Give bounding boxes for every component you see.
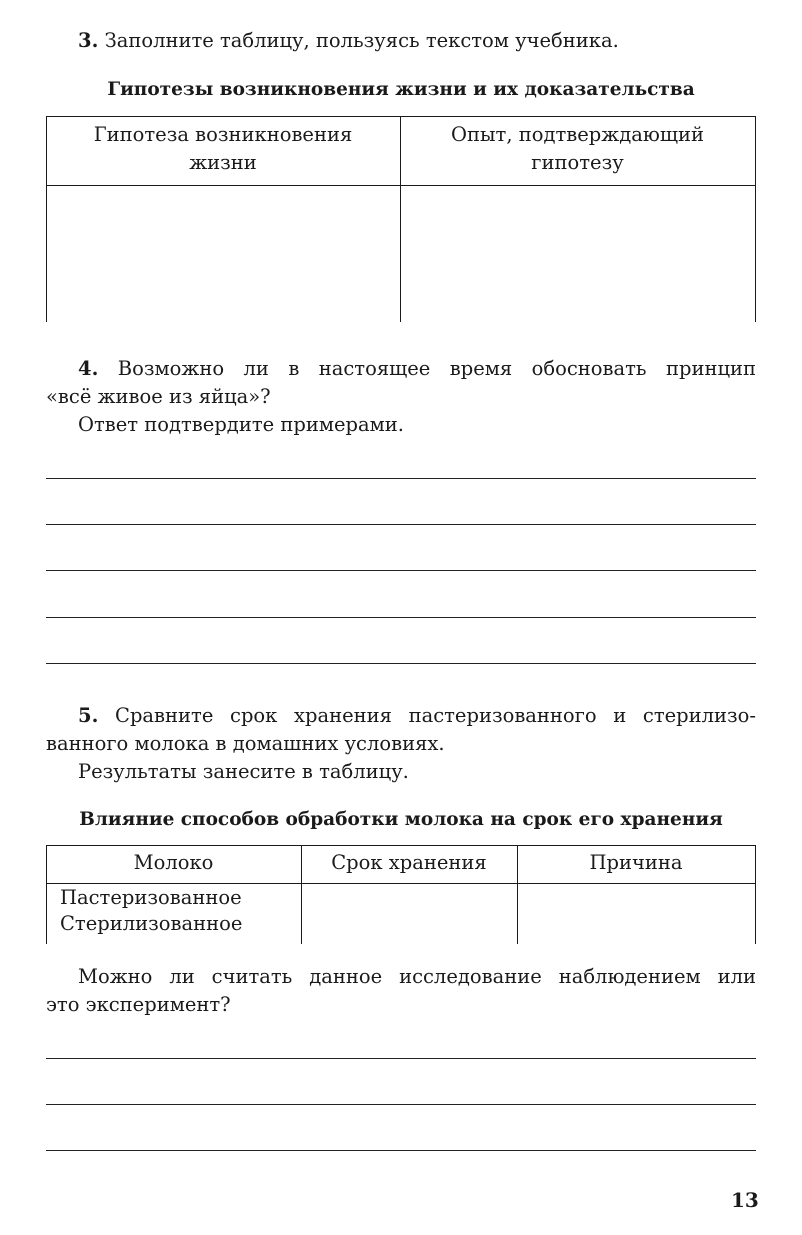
task5-answer-line[interactable]	[46, 1058, 756, 1059]
task4-answer-line[interactable]	[46, 663, 756, 664]
storage-time-answer-cell[interactable]	[303, 885, 516, 943]
task4-answer-line[interactable]	[46, 478, 756, 479]
page-number: 13	[731, 1188, 759, 1212]
task4-answer-line[interactable]	[46, 524, 756, 525]
task5-answer-line[interactable]	[46, 1104, 756, 1105]
reason-answer-cell[interactable]	[519, 885, 754, 943]
task4-line2: «всё живое из яйца»?	[46, 385, 271, 408]
task5-question-line1: Можно ли считать данное исследование наблюдением или	[78, 965, 756, 988]
storage-time-column-header: Срок хранения	[331, 851, 487, 874]
task3-text: Заполните таблицу, пользуясь текстом учебника.	[104, 29, 619, 52]
experiment-column-header: Опыт, подтверждающий гипотезу	[451, 123, 704, 174]
task5-line2: ванного молока в домашних условиях.	[46, 732, 445, 755]
task5-line3: Результаты занесите в таблицу.	[78, 760, 409, 783]
task3-table-caption: Гипотезы возникновения жизни и их доказательства	[107, 79, 695, 100]
task4-line1: 4. Возможно ли в настоящее время обосновать принцип	[78, 357, 756, 380]
hypothesis-answer-cell[interactable]	[47, 187, 399, 321]
milk-type-pasteurized: Пастеризованное	[60, 886, 242, 909]
task5-table-caption: Влияние способов обработки молока на срок его хранения	[79, 809, 723, 830]
milk-type-sterilized: Стерилизованное	[60, 912, 243, 935]
task4-answer-line[interactable]	[46, 617, 756, 618]
hypothesis-column-header: Гипотеза возникновения жизни	[93, 123, 353, 174]
task3-instruction	[78, 26, 619, 55]
task5-number: 5.	[78, 704, 99, 727]
task5-question-line2: это эксперимент?	[46, 993, 231, 1016]
task3-number: 3.	[78, 29, 99, 52]
task4-answer-line[interactable]	[46, 570, 756, 571]
experiment-answer-cell[interactable]	[402, 187, 754, 321]
reason-column-header: Причина	[589, 851, 683, 874]
milk-column-header: Молоко	[133, 851, 214, 874]
task5-line1: 5. Сравните срок хранения пастеризованного и стерилизо-	[78, 704, 757, 727]
task5-answer-line[interactable]	[46, 1150, 756, 1151]
task4-number: 4.	[78, 357, 99, 380]
task4-line3: Ответ подтвердите примерами.	[78, 413, 404, 436]
